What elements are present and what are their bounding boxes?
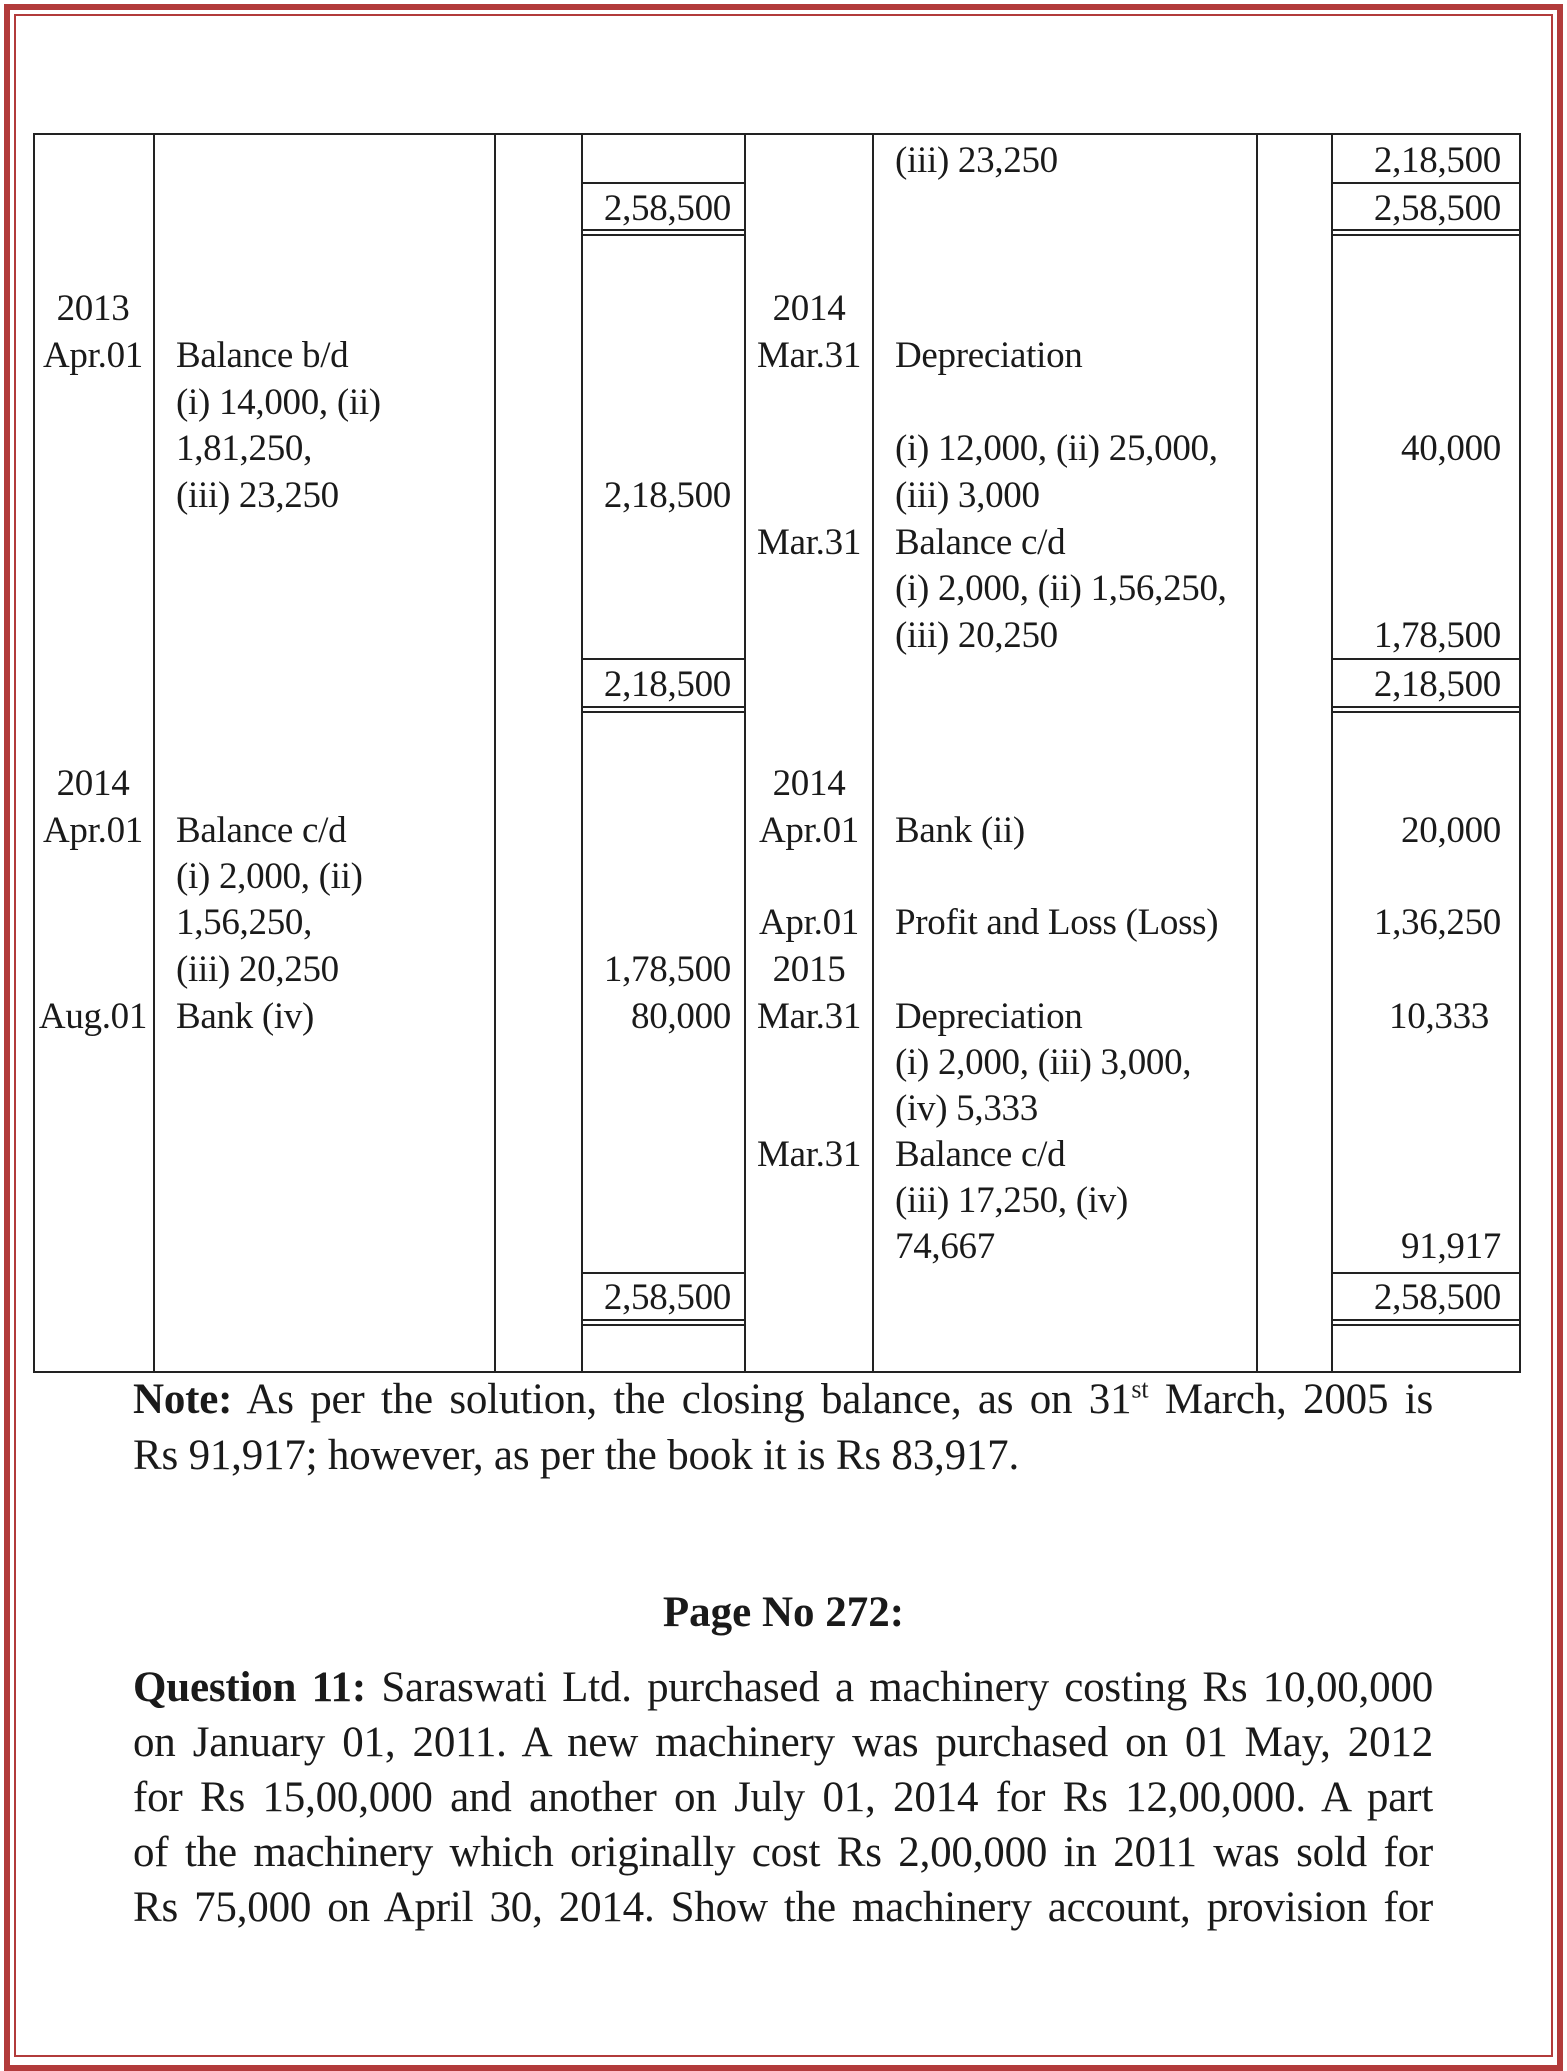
note-text: As per the solution, the closing balance, as on 31 xyxy=(232,1376,1132,1423)
dr-amount: 1,78,500 xyxy=(603,949,731,990)
question-line-2: on January 01, 2011. A new machinery was purchased on 01 May, 2012 xyxy=(133,1719,1433,1766)
cr-particulars: (iii) 20,250 xyxy=(895,615,1058,656)
table-top-rule xyxy=(33,133,1521,135)
question-line-4: of the machinery which originally cost Rs 2,00,000 in 2011 was sold for xyxy=(133,1829,1433,1876)
cr-particulars: (iii) 3,000 xyxy=(895,475,1040,516)
cr-particulars: (i) 2,000, (iii) 3,000, xyxy=(895,1042,1192,1083)
total-rule xyxy=(1331,234,1519,236)
cr-amount: 91,917 xyxy=(1401,1226,1501,1267)
dr-year: 2013 xyxy=(56,288,130,329)
total-rule xyxy=(581,658,744,660)
col-line xyxy=(1519,133,1521,1373)
cr-particulars: Bank (ii) xyxy=(895,810,1025,851)
cr-total: 2,18,500 xyxy=(1373,664,1501,705)
cr-particulars: Profit and Loss (Loss) xyxy=(895,902,1219,943)
cr-total: 2,58,500 xyxy=(1373,1277,1501,1318)
cr-date: Mar.31 xyxy=(756,1134,862,1175)
cr-total: 2,58,500 xyxy=(1373,188,1501,229)
cr-date: Mar.31 xyxy=(756,335,862,376)
cr-amount: 20,000 xyxy=(1401,810,1501,851)
cr-date: Mar.31 xyxy=(756,522,862,563)
cr-particulars: (iv) 5,333 xyxy=(895,1088,1038,1129)
cr-particulars: Balance c/d xyxy=(895,1134,1066,1175)
cr-year: 2015 xyxy=(772,949,846,990)
cr-particulars: (iii) 23,250 xyxy=(895,140,1058,181)
cr-amount: 1,78,500 xyxy=(1373,615,1501,656)
question-line-1 xyxy=(133,1660,1433,1715)
dr-amount: 80,000 xyxy=(631,996,731,1037)
cr-year: 2014 xyxy=(772,763,846,804)
cr-date: Mar.31 xyxy=(756,996,862,1037)
dr-total: 2,18,500 xyxy=(603,664,731,705)
dr-particulars: 1,56,250, xyxy=(176,902,313,943)
col-line xyxy=(1256,133,1258,1373)
total-rule xyxy=(581,182,744,184)
cr-amount: 2,18,500 xyxy=(1373,140,1501,181)
col-line xyxy=(872,133,874,1373)
cr-particulars: Depreciation xyxy=(895,996,1083,1037)
dr-date: Apr.01 xyxy=(43,810,143,851)
dr-amount: 2,18,500 xyxy=(603,475,731,516)
ledger-table xyxy=(33,133,1521,1373)
cr-particulars: (i) 2,000, (ii) 1,56,250, xyxy=(895,568,1227,609)
dr-date: Apr.01 xyxy=(43,335,143,376)
col-line xyxy=(581,133,583,1373)
cr-particulars: Depreciation xyxy=(895,335,1083,376)
total-rule xyxy=(1331,711,1519,713)
cr-particulars: (i) 12,000, (ii) 25,000, xyxy=(895,428,1218,469)
dr-particulars: Balance c/d xyxy=(176,810,347,851)
cr-date: Apr.01 xyxy=(759,810,859,851)
question-line-5: Rs 75,000 on April 30, 2014. Show the machinery account, provision for xyxy=(133,1884,1433,1931)
col-line xyxy=(494,133,496,1373)
question-line-3: for Rs 15,00,000 and another on July 01, 2014 for Rs 12,00,000. A part xyxy=(133,1774,1433,1821)
dr-particulars: (iii) 20,250 xyxy=(176,949,339,990)
dr-total: 2,58,500 xyxy=(603,1277,731,1318)
cr-amount: 10,333 xyxy=(1389,996,1489,1037)
dr-particulars: (iii) 23,250 xyxy=(176,475,339,516)
col-line xyxy=(153,133,155,1373)
note-label: Note: xyxy=(133,1376,233,1423)
note-line-2: Rs 91,917; however, as per the book it is Rs 83,917. xyxy=(133,1432,1020,1479)
dr-date: Aug.01 xyxy=(38,996,148,1037)
note-line-1 xyxy=(133,1372,1433,1427)
cr-amount: 1,36,250 xyxy=(1373,902,1501,943)
dr-particulars: 1,81,250, xyxy=(176,428,313,469)
cr-particulars: Balance c/d xyxy=(895,522,1066,563)
total-rule xyxy=(581,234,744,236)
cr-amount: 40,000 xyxy=(1401,428,1501,469)
cr-particulars: 74,667 xyxy=(895,1226,995,1267)
note-superscript: st xyxy=(1131,1374,1149,1404)
total-rule xyxy=(581,1324,744,1326)
dr-year: 2014 xyxy=(56,763,130,804)
dr-total: 2,58,500 xyxy=(603,188,731,229)
question-label: Question 11: xyxy=(133,1664,366,1711)
dr-particulars: (i) 2,000, (ii) xyxy=(176,856,363,897)
total-rule xyxy=(1331,1324,1519,1326)
cr-year: 2014 xyxy=(772,288,846,329)
col-line xyxy=(1331,133,1333,1373)
total-rule xyxy=(581,711,744,713)
dr-particulars: Balance b/d xyxy=(176,335,349,376)
page-heading: Page No 272: xyxy=(662,1589,905,1636)
dr-particulars: Bank (iv) xyxy=(176,996,315,1037)
cr-date: Apr.01 xyxy=(759,902,859,943)
dr-particulars: (i) 14,000, (ii) xyxy=(176,382,381,423)
cr-particulars: (iii) 17,250, (iv) xyxy=(895,1180,1129,1221)
question-text: Saraswati Ltd. purchased a machinery costing Rs 10,00,000 xyxy=(365,1664,1433,1711)
note-text: March, 2005 is xyxy=(1148,1376,1433,1423)
